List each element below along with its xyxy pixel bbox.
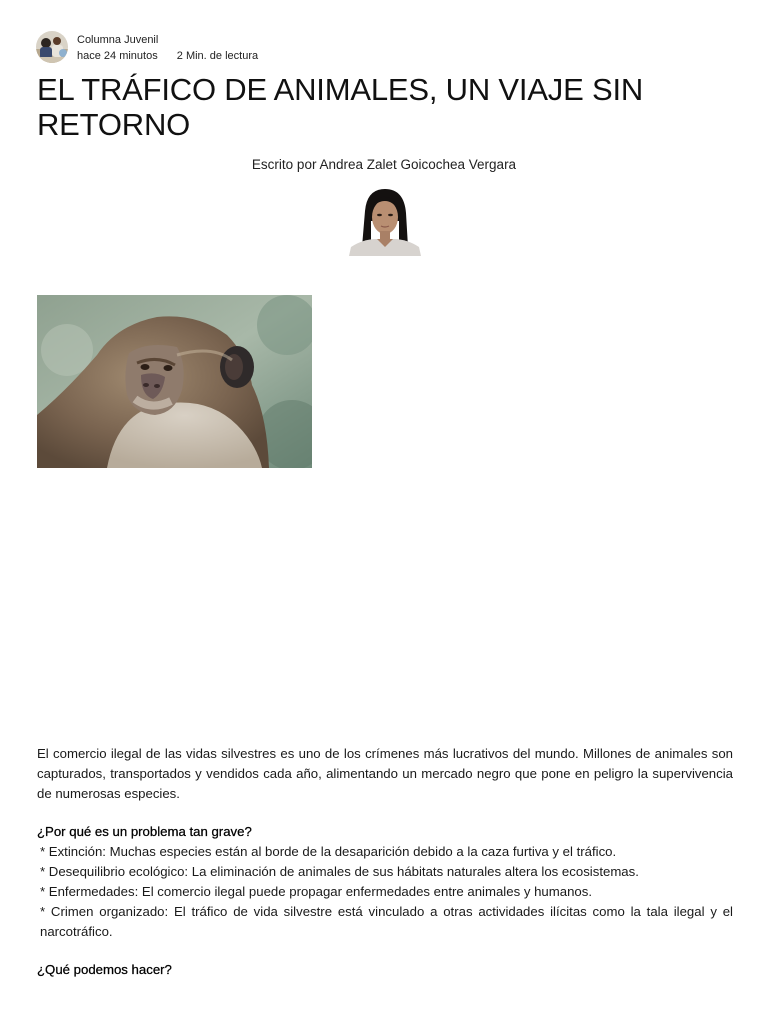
bullet-ecological-imbalance: * Desequilibrio ecológico: La eliminación de animales de sus hábitats naturales altera los ecosistemas. [40, 864, 639, 879]
bullet-organized-crime: * Crimen organizado: El tráfico de vida silvestre está vinculado a otras actividades ilícitas como la tala ilegal y el narcotráfico. [40, 904, 733, 939]
macaque-photo [37, 295, 312, 468]
paragraph-spacer [37, 942, 733, 960]
article-body [37, 744, 733, 980]
article-intro-paragraph: El comercio ilegal de las vidas silvestres es uno de los crímenes más lucrativos del mundo. Millones de animales son capturados, transportados y vendidos cada año, alimentando un mercado negro que pone en peligro la supervivencia de numerosas especies. [37, 746, 733, 801]
bullet-extinction: * Extinción: Muchas especies están al borde de la desaparición debido a la caza furtiva y el tráfico. [40, 844, 617, 859]
bullet-diseases: * Enfermedades: El comercio ilegal puede propagar enfermedades entre animales y humanos. [40, 884, 592, 899]
article-title: EL TRÁFICO DE ANIMALES, UN VIAJE SIN RETORNO [37, 72, 644, 142]
section-heading-what-to-do: ¿Qué podemos hacer? [37, 962, 172, 977]
post-meta-line [77, 48, 258, 64]
author-name[interactable]: Columna Juvenil [77, 34, 159, 46]
author-portrait-image [349, 187, 421, 256]
posted-time: hace 24 minutos [77, 50, 158, 62]
author-avatar[interactable] [36, 31, 68, 63]
author-row [36, 31, 258, 64]
article-byline: Escrito por Andrea Zalet Goicochea Vergara [251, 157, 517, 172]
section-heading-problem: ¿Por qué es un problema tan grave? [37, 824, 252, 839]
post-meta [77, 32, 258, 64]
paragraph-spacer [37, 804, 733, 822]
read-time: 2 Min. de lectura [176, 50, 259, 62]
